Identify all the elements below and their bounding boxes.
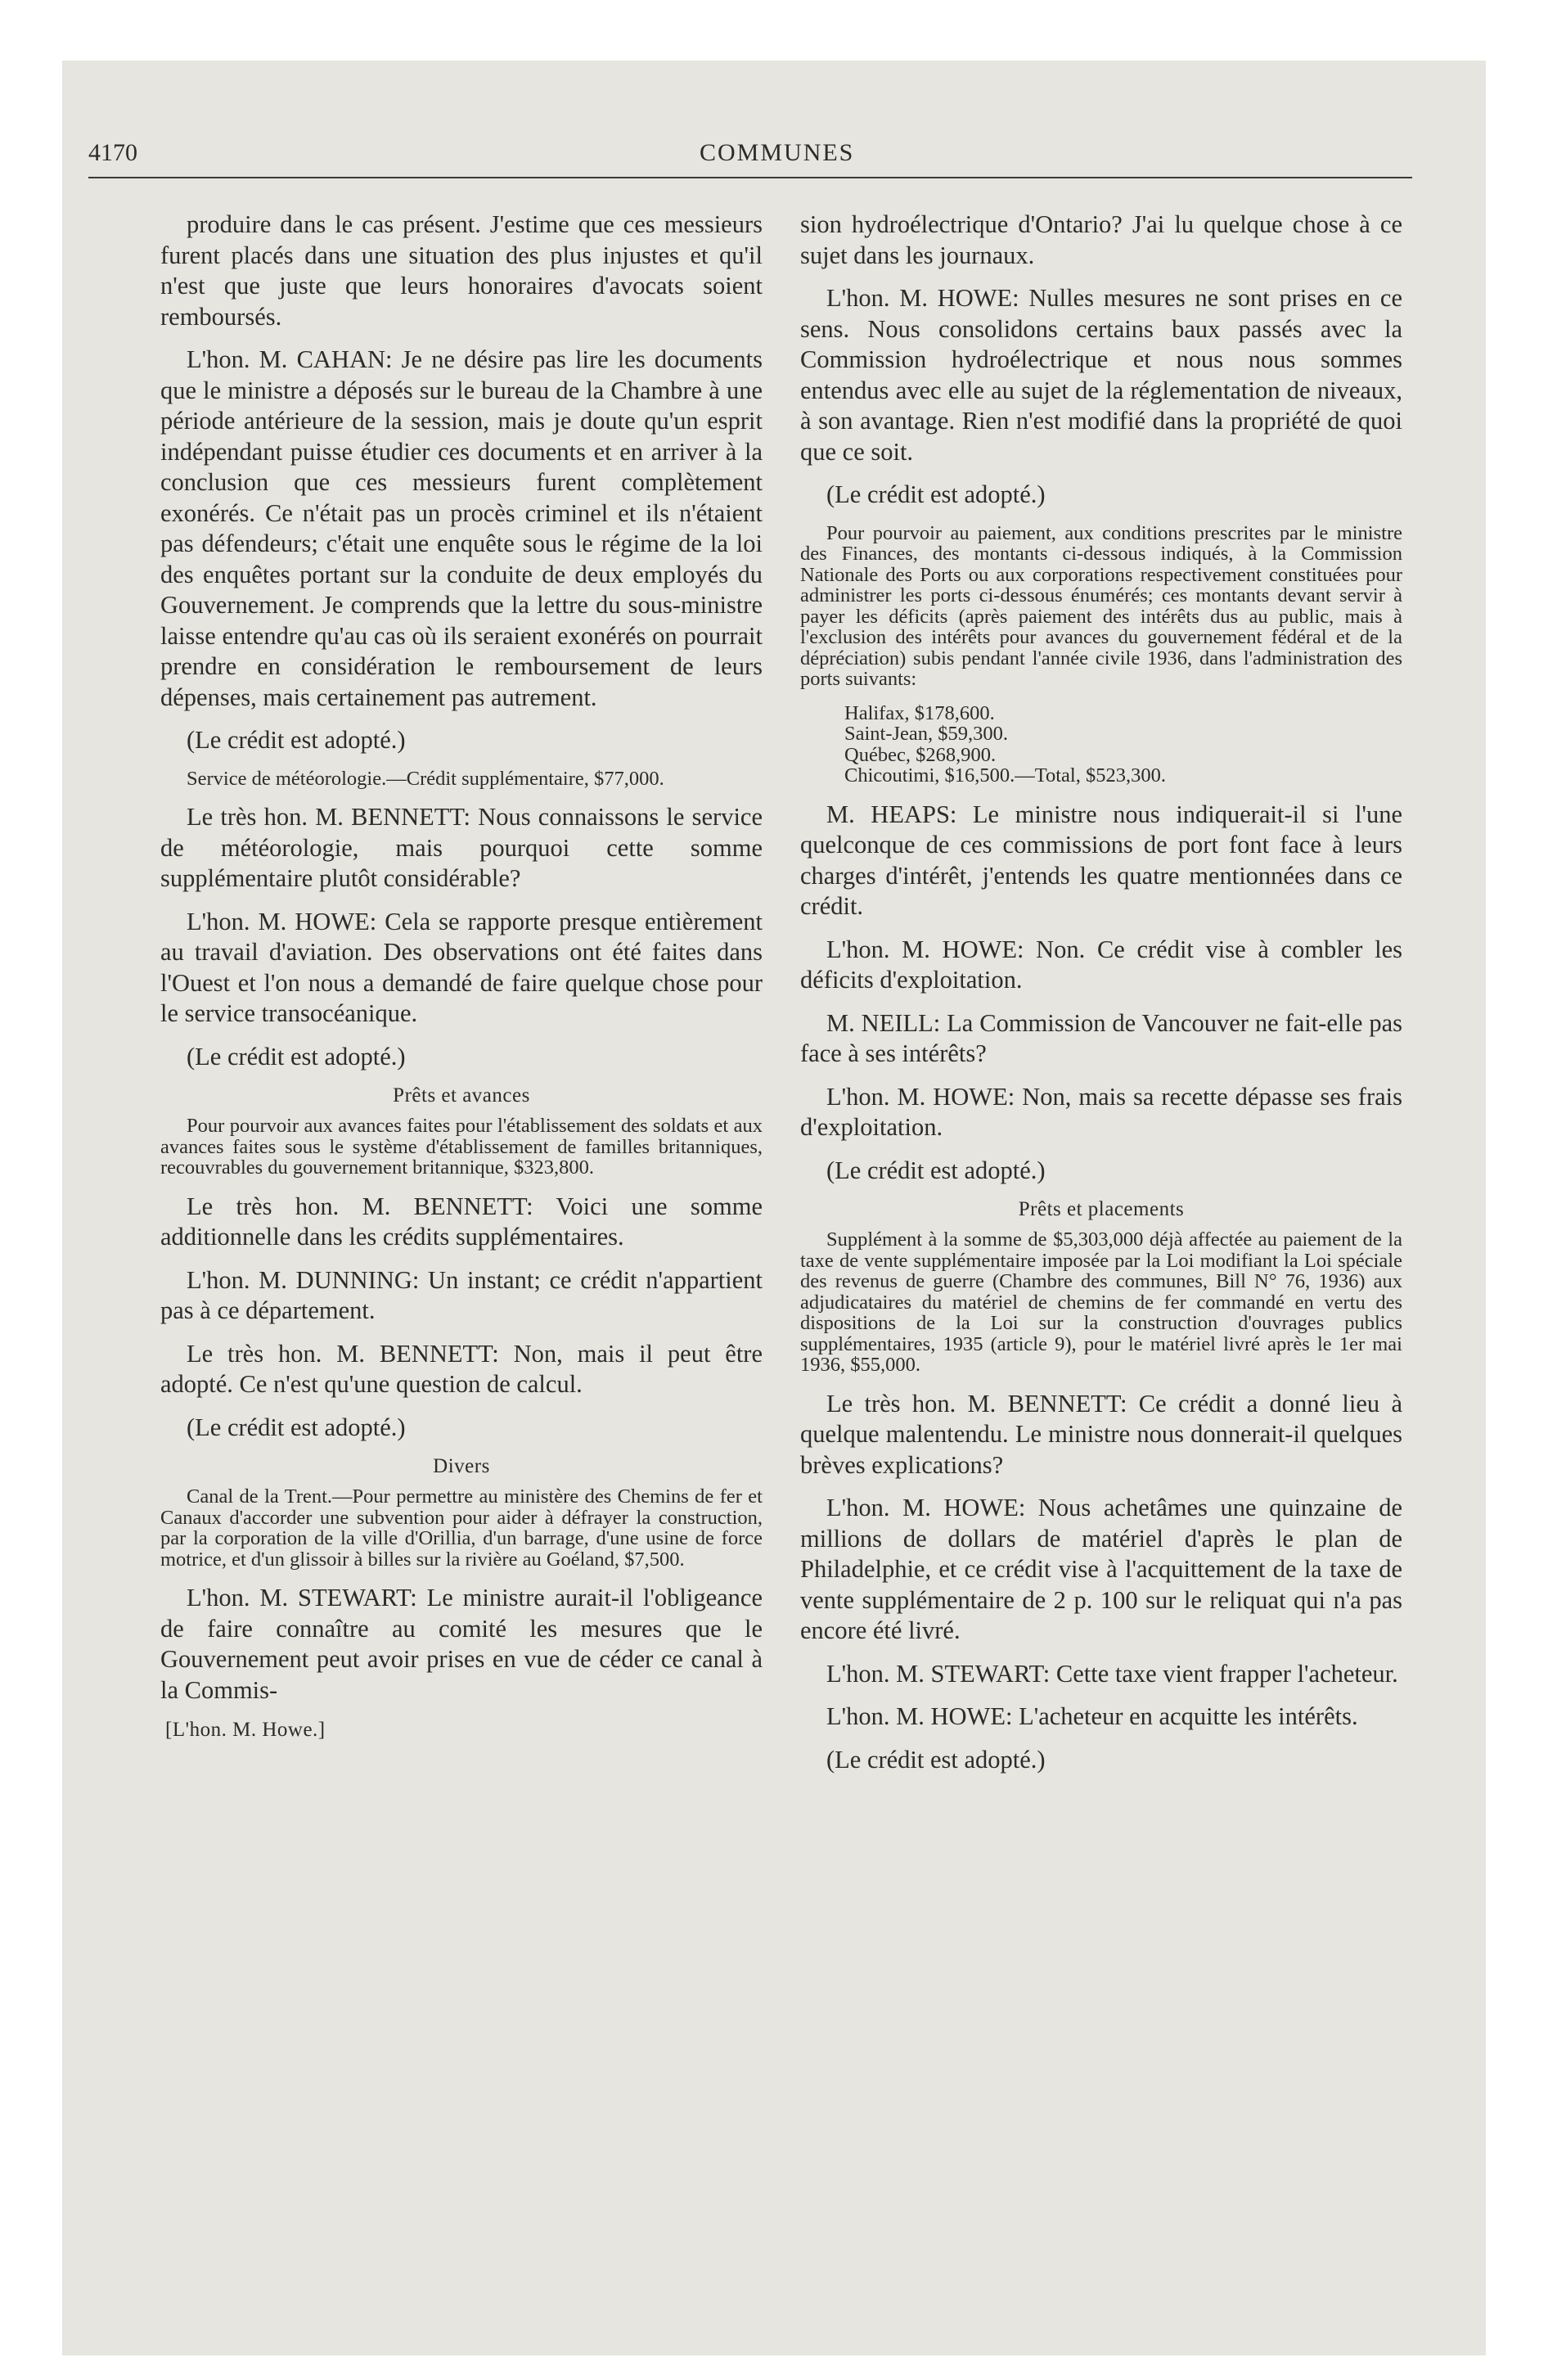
port-amount: Chicoutimi, $16,500.—Total, $523,300. [844, 764, 1166, 787]
vote-item: Pour pourvoir au paiement, aux conditions prescrites par le ministre des Finances, des montants ci-dessous indiqués, à la Commission Nationale des Ports ou aux corporations respectivement constituées pour administrer les ports ci-dessous énumérés; ces montants devant servir à payer les déficits (après paiement des intérêts dus au public, mais à l'exclusion des intérêts pour avances du gouvernement fédéral et de la dépréciation) subis pendant l'année civile 1936, dans l'administration des ports suivants: [800, 521, 1402, 690]
vote-item: Pour pourvoir aux avances faites pour l'établissement des soldats et aux avances faites sous le système d'établissement de familles britanniques, recouvrables du gouvernement britannique, $323,800. [160, 1115, 763, 1179]
left-column [160, 210, 763, 1742]
header-rule [88, 177, 1412, 178]
speech-paragraph: L'hon. M. STEWART: Le ministre aurait-il l'obligeance de faire connaître au comité les mesures que le Gouvernement peut avoir prises en vue de céder ce canal à la Commis- [160, 1584, 763, 1704]
vote-item: Service de météorologie.—Crédit supplémentaire, $77,000. [187, 767, 664, 790]
speech-paragraph: (Le crédit est adopté.) [187, 1042, 406, 1071]
port-amount: Québec, $268,900. [844, 743, 997, 766]
page-header: COMMUNES [700, 139, 855, 166]
section-heading: Prêts et placements [1018, 1198, 1185, 1220]
speech-paragraph: L'hon. M. HOWE: Non. Ce crédit vise à combler les déficits d'exploitation. [800, 935, 1402, 994]
speech-paragraph: L'hon. M. STEWART: Cette taxe vient frapper l'acheteur. [826, 1659, 1398, 1688]
speech-paragraph: (Le crédit est adopté.) [826, 1745, 1046, 1774]
speech-paragraph: L'hon. M. HOWE: Nulles mesures ne sont prises en ce sens. Nous consolidons certains baux passés avec la Commission hydroélectrique et nous nous sommes entendus avec elle au sujet de la réglementation de niveaux, à son avantage. Rien n'est modifié dans la propriété de quoi que ce soit. [800, 284, 1402, 466]
speech-paragraph: L'hon. M. HOWE: Cela se rapporte presque entièrement au travail d'aviation. Des observations ont été faites dans l'Ouest et l'on nous a demandé de faire quelque chose pour le service transocéanique. [160, 907, 763, 1027]
page-number: 4170 [88, 139, 137, 166]
speech-paragraph: produire dans le cas présent. J'estime que ces messieurs furent placés dans une situation des plus injustes et qu'il n'est que juste que leurs honoraires d'avocats soient remboursés. [160, 210, 763, 331]
speech-paragraph: M. NEILL: La Commission de Vancouver ne fait-elle pas face à ses intérêts? [800, 1008, 1402, 1067]
vote-item: Canal de la Trent.—Pour permettre au ministère des Chemins de fer et Canaux d'accorder une subvention pour aider à défrayer la construction, par la corporation de la ville d'Orillia, d'un barrage, d'une usine de force motrice, et d'un glissoir à billes sur la rivière au Goéland, $7,500. [160, 1485, 763, 1571]
speech-paragraph: (Le crédit est adopté.) [826, 480, 1046, 508]
section-heading: Divers [433, 1455, 490, 1477]
speech-paragraph: (Le crédit est adopté.) [187, 726, 406, 754]
speech-paragraph: Le très hon. M. BENNETT: Voici une somme additionnelle dans les crédits supplémentaires. [160, 1192, 763, 1251]
speech-paragraph: (Le crédit est adopté.) [826, 1156, 1046, 1184]
speech-paragraph: L'hon. M. HOWE: Non, mais sa recette dépasse ses frais d'exploitation. [800, 1082, 1402, 1141]
speech-paragraph: L'hon. M. HOWE: L'acheteur en acquitte les intérêts. [826, 1702, 1358, 1730]
speech-paragraph: Le très hon. M. BENNETT: Non, mais il peut être adopté. Ce n'est qu'une question de calcul. [160, 1339, 763, 1398]
speech-paragraph: (Le crédit est adopté.) [187, 1413, 406, 1441]
section-heading: Prêts et avances [393, 1084, 530, 1107]
speech-paragraph: M. HEAPS: Le ministre nous indiquerait-il si l'une quelconque de ces commissions de port font face à leurs charges d'intérêt, j'entends les quatre mentionnées dans ce crédit. [800, 800, 1402, 920]
speech-paragraph: sion hydroélectrique d'Ontario? J'ai lu quelque chose à ce sujet dans les journaux. [800, 210, 1402, 269]
speech-paragraph: L'hon. M. DUNNING: Un instant; ce crédit n'appartient pas à ce département. [160, 1265, 763, 1324]
speech-paragraph: Le très hon. M. BENNETT: Ce crédit a donné lieu à quelque malentendu. Le ministre nous donnerait-il quelques brèves explications? [800, 1389, 1402, 1479]
port-amount: Saint-Jean, $59,300. [844, 723, 1009, 745]
speech-paragraph: L'hon. M. CAHAN: Je ne désire pas lire les documents que le ministre a déposés sur le bureau de la Chambre à une période antérieure de la session, mais je doute qu'un esprit indépendant puisse étudier ces documents et en arriver à la conclusion que ces messieurs furent complètement exonérés. Ce n'était pas un procès criminel et ils n'étaient pas défendeurs; c'était une enquête sous le régime de la loi des enquêtes portant sur la conduite de deux employés du Gouvernement. Je comprends que la lettre du sous-ministre laisse entendre qu'au cas où ils seraient exonérés on pourrait prendre en considération le remboursement de leurs dépenses, mais certainement pas autrement. [160, 345, 763, 711]
vote-item: Supplément à la somme de $5,303,000 déjà affectée au paiement de la taxe de vente supplémentaire imposée par la Loi modifiant la Loi spéciale des revenus de guerre (Chambre des communes, Bill N° 76, 1936) aux adjudicataires du matériel de chemins de fer commandé en vertu des dispositions de la Loi sur la construction d'ouvrages publics supplémentaires, 1935 (article 9), pour le matériel livré après le 1er mai 1936, $55,000. [800, 1228, 1402, 1376]
footer-reference: [L'hon. M. Howe.] [165, 1719, 326, 1741]
port-amount: Halifax, $178,600. [844, 701, 995, 724]
speech-paragraph: Le très hon. M. BENNETT: Nous connaissons le service de météorologie, mais pourquoi cette somme supplémentaire plutôt considérable? [160, 803, 763, 892]
right-column [800, 210, 1402, 1787]
speech-paragraph: L'hon. M. HOWE: Nous achetâmes une quinzaine de millions de dollars de matériel d'après le plan de Philadelphie, et ce crédit vise à l'acquittement de la taxe de vente supplémentaire de 2 p. 100 sur le reliquat qui n'a pas encore été livré. [800, 1494, 1402, 1644]
